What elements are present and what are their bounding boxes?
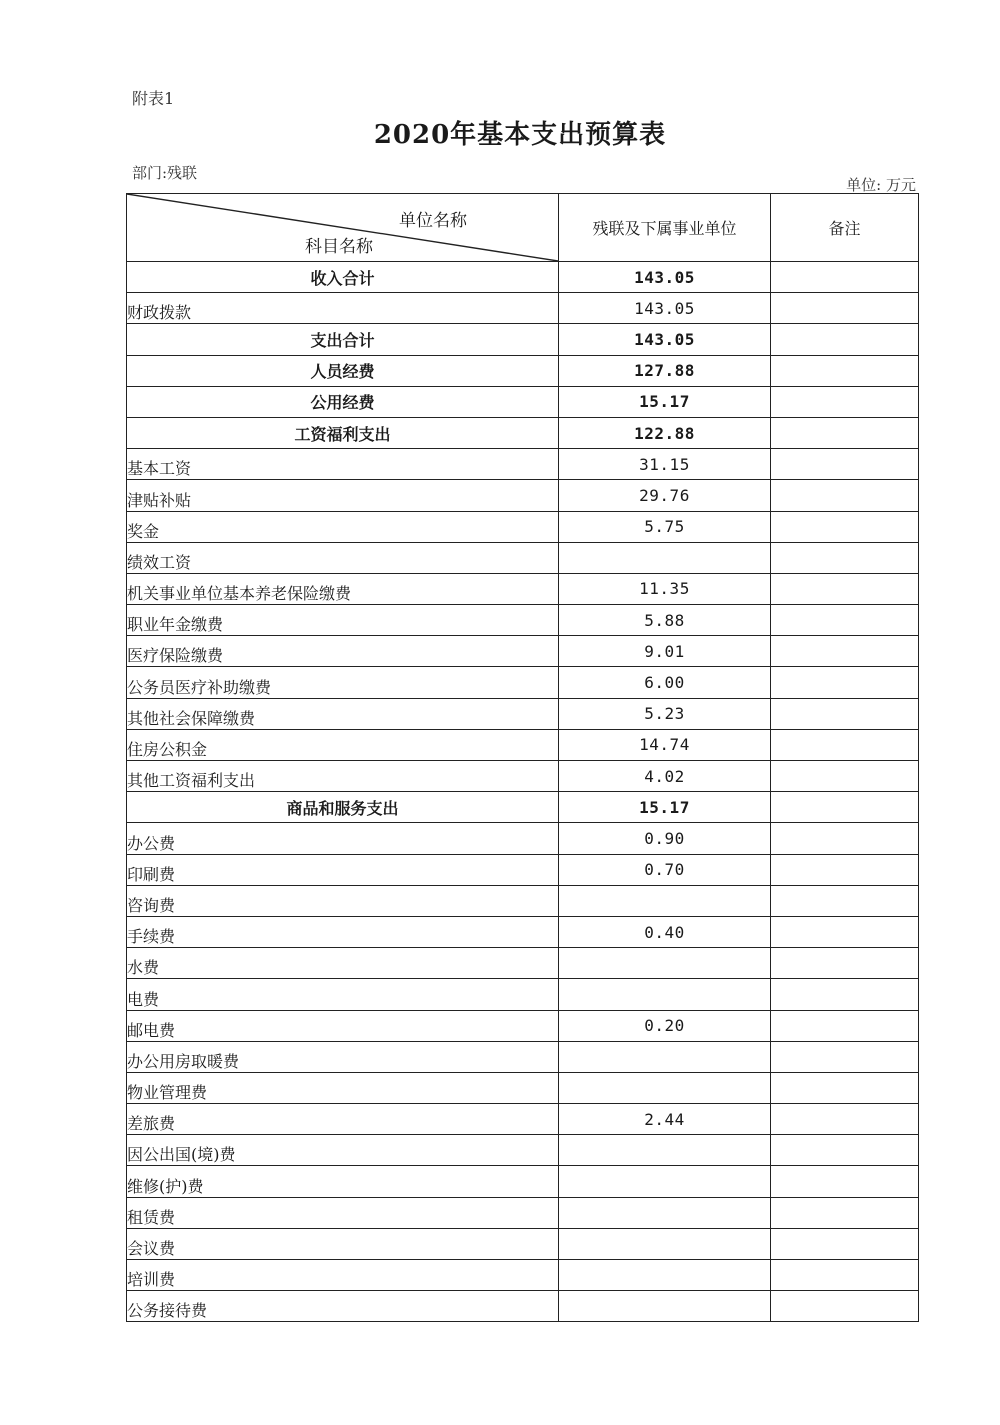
row-subject-name: 收入合计 <box>127 262 559 293</box>
row-note <box>771 729 919 760</box>
table-row <box>127 1104 919 1135</box>
row-note <box>771 1041 919 1072</box>
row-amount: 15.17 <box>559 792 771 823</box>
row-note <box>771 417 919 448</box>
table-row <box>127 262 919 293</box>
row-amount <box>559 979 771 1010</box>
row-amount <box>559 885 771 916</box>
row-amount <box>559 1041 771 1072</box>
row-subject-name: 商品和服务支出 <box>127 792 559 823</box>
table-row <box>127 573 919 604</box>
row-note <box>771 293 919 324</box>
row-note <box>771 979 919 1010</box>
row-subject-name: 医疗保险缴费 <box>127 636 559 667</box>
table-row <box>127 1072 919 1103</box>
annex-label: 附表1 <box>132 89 175 108</box>
row-subject-name: 其他工资福利支出 <box>127 761 559 792</box>
row-note <box>771 511 919 542</box>
row-note <box>771 636 919 667</box>
row-amount <box>559 1291 771 1322</box>
row-note <box>771 1010 919 1041</box>
table-row <box>127 386 919 417</box>
row-note <box>771 667 919 698</box>
table-row <box>127 1041 919 1072</box>
row-subject-name: 租赁费 <box>127 1197 559 1228</box>
table-row <box>127 667 919 698</box>
row-note <box>771 823 919 854</box>
row-note <box>771 355 919 386</box>
row-note <box>771 948 919 979</box>
table-row <box>127 417 919 448</box>
row-note <box>771 916 919 947</box>
header-unit-name: 单位名称 <box>399 211 467 231</box>
table-row <box>127 761 919 792</box>
table-row <box>127 698 919 729</box>
table-row <box>127 324 919 355</box>
table-row <box>127 948 919 979</box>
row-amount <box>559 1260 771 1291</box>
row-note <box>771 1228 919 1259</box>
row-note <box>771 386 919 417</box>
row-amount: 122.88 <box>559 417 771 448</box>
table-row <box>127 1135 919 1166</box>
row-note <box>771 761 919 792</box>
table-row <box>127 605 919 636</box>
row-note <box>771 324 919 355</box>
row-subject-name: 印刷费 <box>127 854 559 885</box>
table-row <box>127 511 919 542</box>
table-body <box>127 262 919 1322</box>
table-row <box>127 979 919 1010</box>
row-amount <box>559 1135 771 1166</box>
row-amount: 31.15 <box>559 449 771 480</box>
row-amount: 9.01 <box>559 636 771 667</box>
row-subject-name: 其他社会保障缴费 <box>127 698 559 729</box>
table-row <box>127 1228 919 1259</box>
row-subject-name: 机关事业单位基本养老保险缴费 <box>127 573 559 604</box>
row-amount: 11.35 <box>559 573 771 604</box>
row-amount: 14.74 <box>559 729 771 760</box>
row-subject-name: 住房公积金 <box>127 729 559 760</box>
row-note <box>771 1291 919 1322</box>
row-note <box>771 262 919 293</box>
row-amount: 5.88 <box>559 605 771 636</box>
row-subject-name: 因公出国(境)费 <box>127 1135 559 1166</box>
table-row <box>127 542 919 573</box>
table-row <box>127 854 919 885</box>
row-subject-name: 奖金 <box>127 511 559 542</box>
table-row <box>127 480 919 511</box>
row-subject-name: 办公费 <box>127 823 559 854</box>
header-value-column: 残联及下属事业单位 <box>559 194 771 262</box>
row-amount: 29.76 <box>559 480 771 511</box>
row-note <box>771 480 919 511</box>
row-amount <box>559 1228 771 1259</box>
row-amount <box>559 1197 771 1228</box>
row-note <box>771 1260 919 1291</box>
table-header-row <box>127 194 919 262</box>
row-note <box>771 1072 919 1103</box>
row-subject-name: 电费 <box>127 979 559 1010</box>
table-row <box>127 1291 919 1322</box>
row-subject-name: 会议费 <box>127 1228 559 1259</box>
row-subject-name: 办公用房取暖费 <box>127 1041 559 1072</box>
table-row <box>127 293 919 324</box>
row-note <box>771 792 919 823</box>
table-row <box>127 355 919 386</box>
row-subject-name: 物业管理费 <box>127 1072 559 1103</box>
row-amount: 143.05 <box>559 293 771 324</box>
row-amount: 2.44 <box>559 1104 771 1135</box>
row-subject-name: 人员经费 <box>127 355 559 386</box>
table-row <box>127 449 919 480</box>
table-row <box>127 1197 919 1228</box>
budget-table <box>126 193 919 1322</box>
table-row <box>127 636 919 667</box>
row-amount: 143.05 <box>559 262 771 293</box>
row-subject-name: 手续费 <box>127 916 559 947</box>
row-amount: 0.20 <box>559 1010 771 1041</box>
row-note <box>771 1166 919 1197</box>
row-note <box>771 1104 919 1135</box>
table-row <box>127 1260 919 1291</box>
table-row <box>127 823 919 854</box>
row-subject-name: 公务接待费 <box>127 1291 559 1322</box>
row-note <box>771 698 919 729</box>
row-amount: 6.00 <box>559 667 771 698</box>
row-amount: 143.05 <box>559 324 771 355</box>
department-label: 部门:残联 <box>132 164 198 182</box>
table-row <box>127 792 919 823</box>
row-amount: 0.40 <box>559 916 771 947</box>
page-title: 2020年基本支出预算表 <box>373 120 667 150</box>
header-note-column: 备注 <box>771 194 919 262</box>
row-subject-name: 职业年金缴费 <box>127 605 559 636</box>
row-note <box>771 1135 919 1166</box>
row-amount: 15.17 <box>559 386 771 417</box>
row-amount: 0.70 <box>559 854 771 885</box>
row-subject-name: 支出合计 <box>127 324 559 355</box>
row-subject-name: 工资福利支出 <box>127 417 559 448</box>
row-amount: 4.02 <box>559 761 771 792</box>
row-note <box>771 449 919 480</box>
row-subject-name: 财政拨款 <box>127 293 559 324</box>
row-note <box>771 605 919 636</box>
unit-label: 单位: 万元 <box>846 176 916 194</box>
row-amount <box>559 948 771 979</box>
row-subject-name: 邮电费 <box>127 1010 559 1041</box>
row-subject-name: 差旅费 <box>127 1104 559 1135</box>
row-amount: 0.90 <box>559 823 771 854</box>
row-subject-name: 维修(护)费 <box>127 1166 559 1197</box>
row-subject-name: 咨询费 <box>127 885 559 916</box>
row-amount <box>559 542 771 573</box>
row-note <box>771 573 919 604</box>
table-row <box>127 1166 919 1197</box>
row-note <box>771 1197 919 1228</box>
row-note <box>771 854 919 885</box>
row-amount: 5.23 <box>559 698 771 729</box>
row-subject-name: 绩效工资 <box>127 542 559 573</box>
row-note <box>771 542 919 573</box>
row-subject-name: 基本工资 <box>127 449 559 480</box>
row-amount <box>559 1072 771 1103</box>
table-row <box>127 885 919 916</box>
row-subject-name: 公用经费 <box>127 386 559 417</box>
row-amount: 5.75 <box>559 511 771 542</box>
row-subject-name: 培训费 <box>127 1260 559 1291</box>
row-subject-name: 津贴补贴 <box>127 480 559 511</box>
row-subject-name: 水费 <box>127 948 559 979</box>
table-row <box>127 916 919 947</box>
header-subject-name: 科目名称 <box>305 237 373 257</box>
table-row <box>127 1010 919 1041</box>
row-subject-name: 公务员医疗补助缴费 <box>127 667 559 698</box>
diagonal-header-cell <box>127 194 559 262</box>
table-row <box>127 729 919 760</box>
row-note <box>771 885 919 916</box>
row-amount <box>559 1166 771 1197</box>
row-amount: 127.88 <box>559 355 771 386</box>
